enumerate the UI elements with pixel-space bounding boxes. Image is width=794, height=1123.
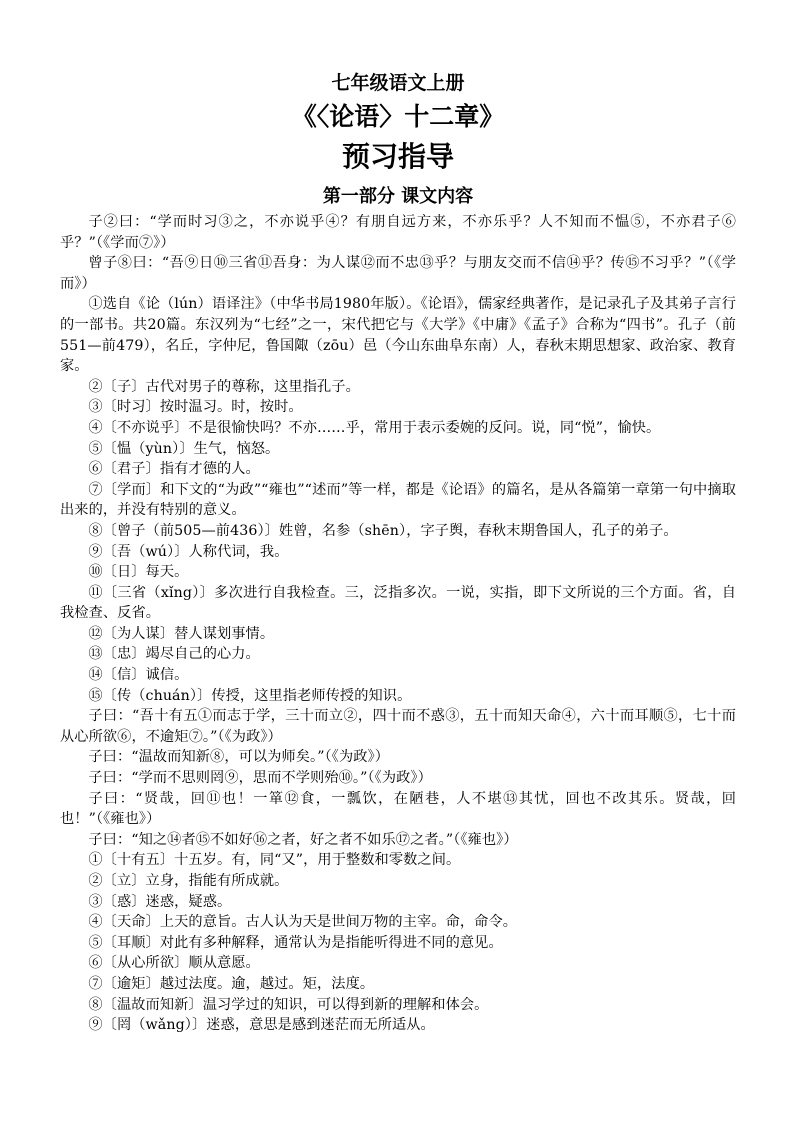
section-heading: 第一部分 课文内容 [322, 186, 474, 207]
annotation-paragraph: ⑨〔吾（wú）〕人称代词，我。 [88, 543, 289, 560]
annotation-paragraph: ⑥〔从心所欲〕顺从意愿。 [88, 955, 260, 972]
annotation-paragraph: ②〔立〕立身，指能有所成就。 [88, 873, 289, 889]
original-text-paragraph: 曾子⑧曰：“吾⑨日⑩三省⑪吾身：为人谋⑫而不忠⑬乎？与朋友交而不信⑭乎？传⑮不习乎？”（《学而》） [60, 255, 736, 292]
annotation-paragraph: ④〔天命〕上天的意旨。古人认为天是世间万物的主宰。命，命令。 [88, 914, 518, 931]
annotation-paragraph: ⑭〔信〕诚信。 [88, 667, 189, 684]
annotation-paragraph: ④〔不亦说乎〕不是很愉快吗？不亦……乎，常用于表示委婉的反问。说，同“悦”，愉快。 [88, 419, 661, 436]
annotation-paragraph: ②〔子〕古代对男子的尊称，这里指孔子。 [88, 378, 360, 395]
annotation-paragraph: ③〔惑〕迷惑，疑惑。 [88, 893, 232, 910]
annotation-paragraph: ⑥〔君子〕指有才德的人。 [88, 461, 260, 478]
annotation-paragraph: ⑮〔传（chuán）〕传授，这里指老师传授的知识。 [88, 687, 412, 704]
annotation-paragraph: ⑤〔愠（yùn）〕生气，恼怒。 [88, 440, 280, 457]
annotation-paragraph: ⑩〔日〕每天。 [88, 564, 189, 581]
original-text-paragraph: 子曰：“温故而知新⑧，可以为师矣。”（《为政》） [88, 749, 390, 766]
annotation-paragraph: ⑫〔为人谋〕替人谋划事情。 [88, 625, 275, 642]
original-text-paragraph: 子②曰：“学而时习③之，不亦说乎④？有朋自远方来，不亦乐乎？人不知而不愠⑤，不亦君子⑥乎？”（《学而⑦》） [60, 214, 736, 251]
annotation-paragraph: ⑤〔耳顺〕对此有多种解释，通常认为是指能听得进不同的意见。 [88, 934, 503, 951]
annotation-paragraph: ⑬〔忠〕竭尽自己的心力。 [88, 646, 260, 663]
original-text-paragraph: 子曰：“吾十有五①而志于学，三十而立②，四十而不惑③，五十而知天命④，六十而耳顺⑤，七十而从心所欲⑥，不逾矩⑦。”（《为政》） [60, 708, 736, 745]
original-text-paragraph: 子曰：“贤哉，回⑪也！一箪⑫食，一瓢饮，在陋巷，人不堪⑬其忧，回也不改其乐。贤哉，回也！”（《雍也》） [60, 790, 736, 828]
annotation-paragraph: ⑦〔逾矩〕越过法度。逾，越过。矩，法度。 [88, 975, 375, 992]
annotation-paragraph: ①〔十有五〕十五岁。有，同“又”，用于整数和零数之间。 [88, 852, 461, 869]
annotation-paragraph: ③〔时习〕按时温习。时，按时。 [88, 399, 303, 416]
lesson-title: 《〈论语〉十二章》 [291, 102, 505, 131]
original-text-paragraph: 子曰：“学而不思则罔⑨，思而不学则殆⑩。”（《为政》） [88, 770, 432, 787]
original-text-paragraph: 子曰：“知之⑭者⑮不如好⑯之者，好之者不如乐⑰之者。”（《雍也》） [88, 831, 518, 848]
guide-heading: 预习指导 [341, 140, 454, 173]
annotation-paragraph: ⑨〔罔（wǎng）〕迷惑，意思是感到迷茫而无所适从。 [88, 1017, 435, 1034]
document-body [60, 212, 736, 1036]
annotation-paragraph: ⑪〔三省（xǐng）〕多次进行自我检查。三，泛指多次。一说，实指，即下文所说的三个方面。省，自我检查、反省。 [60, 584, 736, 622]
grade-heading: 七年级语文上册 [331, 72, 465, 94]
annotation-paragraph: ⑧〔温故而知新〕温习学过的知识，可以得到新的理解和体会。 [88, 996, 489, 1013]
annotation-paragraph: ①选自《论（lún）语译注》（中华书局1980年版）。《论语》，儒家经典著作，是记录孔子及其弟子言行的一部书。共20篇。东汉列为“七经”之一，宋代把它与《大学》《中庸》《孟子》合称为“四书”。孔子（前551—前479），名丘，字仲尼，鲁国陬（zōu）邑（今山东曲阜东南）人，春秋末期思想家、政治家、教育家。 [60, 296, 736, 375]
annotation-paragraph: ⑧〔曾子（前505—前436）〕姓曾，名参（shēn），字子舆，春秋末期鲁国人，孔子的弟子。 [88, 522, 678, 539]
annotation-paragraph: ⑦〔学而〕和下文的“为政”“雍也”“述而”等一样，都是《论语》的篇名，是从各篇第一章第一句中摘取出来的，并没有特别的意义。 [60, 481, 736, 519]
